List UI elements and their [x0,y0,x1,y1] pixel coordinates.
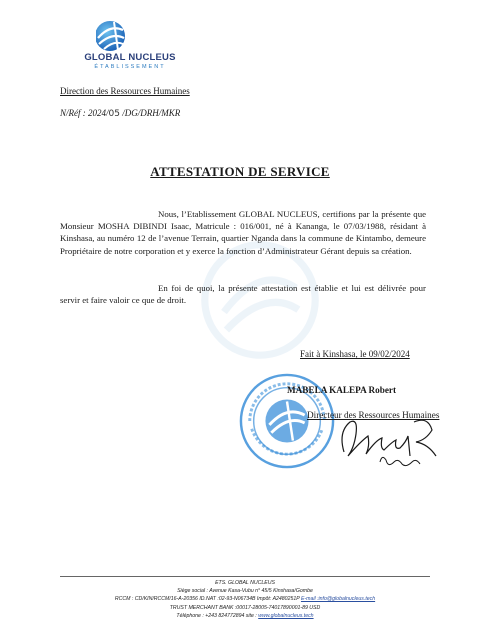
footer-email-link[interactable]: E-mail :info@globalnucleus.tech [300,596,376,603]
footer-contact [60,612,430,620]
footer-registration-ids: RCCM : CD/KIN/RCCM/16-A-20356 ID.NAT :02-93-N06734B Impôt: A2480251P [114,596,301,603]
footer-phone: Téléphone : +243 824772894 site : [176,612,257,619]
place-and-date: Fait à Kinshasa, le 09/02/2024 [300,349,410,359]
reference-number [60,108,180,119]
document-title: ATTESTATION DE SERVICE [150,164,330,179]
signer-title: Directeur des Ressources Humaines [307,410,440,420]
department-heading: Direction des Ressources Humaines [60,86,190,96]
globe-logo-icon [96,12,166,82]
reference-suffix: /DG/DRH/MKR [119,108,181,118]
footer-bank: TRUST MERCHANT BANK :00017-28005-74017890001-89 USD [169,604,321,611]
signer-name: MABELA KALEPA Robert [287,385,397,395]
footer-address: Siège social : Avenue Kasa-Vubu n° 45/5 Kinshasa/Gombe [177,588,313,595]
handwritten-signature-icon [336,412,446,476]
brand-name: GLOBAL NUCLEUS [84,52,176,63]
footer [60,579,430,620]
reference-prefix: N/Réf : 2024/ [60,108,109,118]
body-paragraph-certification: Nous, l’Etablissement GLOBAL NUCLEUS, certifions par la présente que Monsieur MOSHA DIBINDI Isaac, Matricule : 016/001, né à Kananga, le 07/03/1988, résidant à Kinshasa, au numéro 12 de l’avenue Terrain, quartier Nganda dans la commune de Kintambo, demeure Propriétaire de notre corporation et y exerce la fonction d’Administrateur Gérant depuis sa création. [60,209,426,256]
footer-registration [60,595,430,603]
body-paragraph-closing: En foi de quoi, la présente attestation est établie et lui est délivrée pour servir et faire valoir ce que de droit. [60,283,426,306]
footer-divider [60,576,430,577]
brand-subtitle: ÉTABLISSEMENT [94,64,166,70]
footer-website-link[interactable]: www.globalnucleus.tech [258,612,314,619]
reference-handwritten: 05 [108,109,120,119]
footer-company: ETS. GLOBAL NUCLEUS [215,580,275,586]
